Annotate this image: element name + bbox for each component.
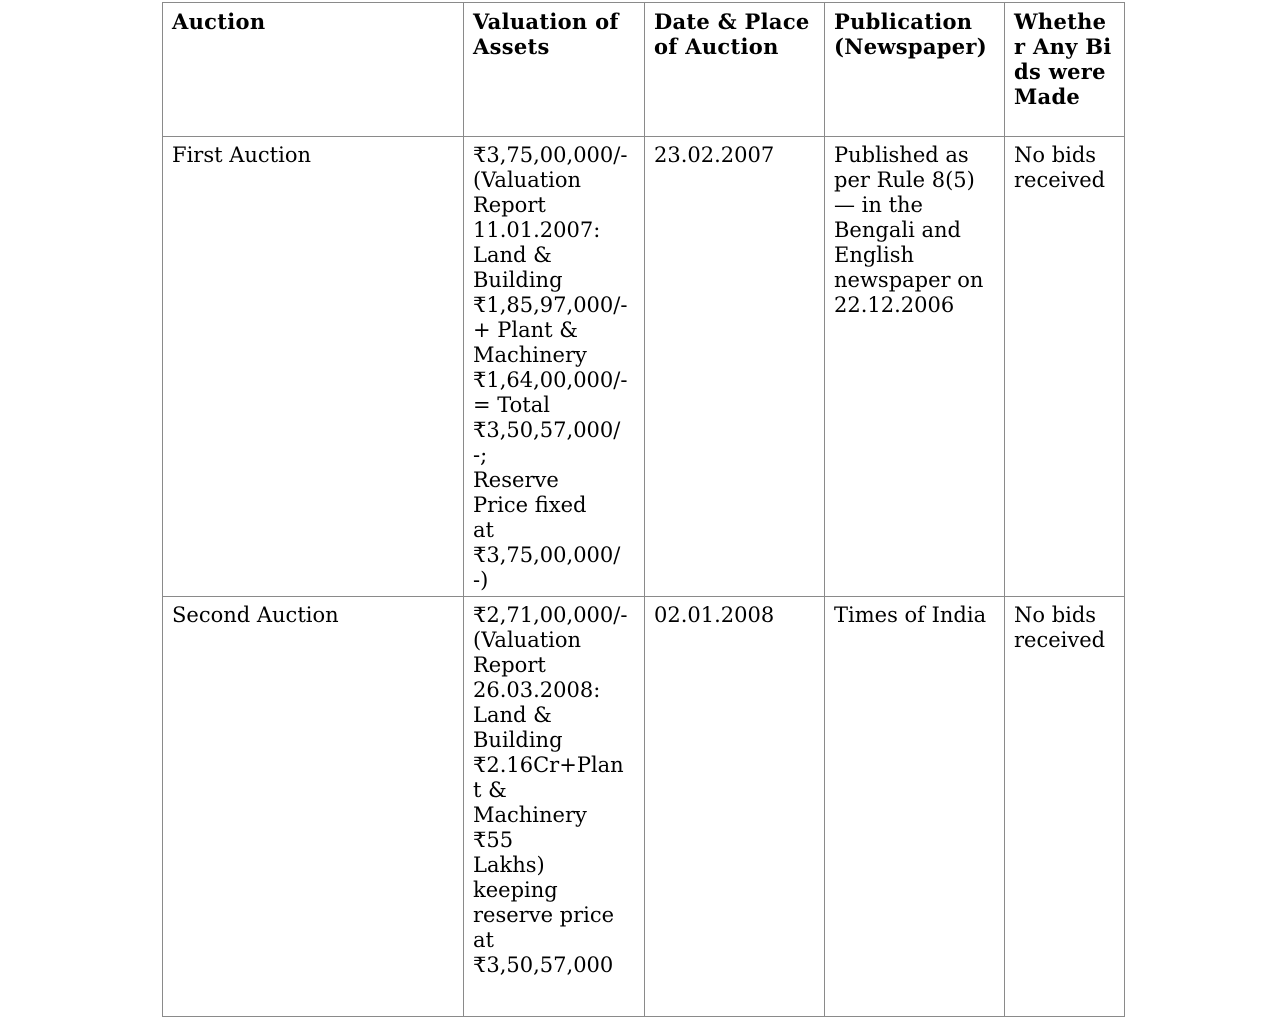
cell-line: No bids [1014,603,1097,627]
cell-line: ₹3,50,57,000 [473,953,614,977]
cell-line: ₹2.16Cr+Plan [473,753,624,777]
cell-line: ₹1,64,00,000/- [473,368,628,392]
cell-bids [1005,597,1125,1017]
cell-line: 11.01.2007: [473,218,601,242]
cell-line: (Valuation [473,628,582,652]
cell-date-place: 23.02.2007 [645,137,825,597]
cell-line: Report [473,653,546,677]
header-bids: Whether Any Bids were Made [1005,3,1125,137]
header-publication: Publication (Newspaper) [825,3,1005,137]
cell-line: Building [473,268,563,292]
cell-valuation [464,597,645,1017]
cell-line: at [473,928,494,952]
cell-line: (Valuation [473,168,582,192]
cell-line: No bids [1014,143,1097,167]
cell-line: English [834,243,915,267]
table-row [163,137,1125,597]
cell-line: ₹1,85,97,000/- [473,293,628,317]
cell-line: keeping [473,878,558,902]
cell-line: -; [473,443,488,467]
cell-line: Bengali and [834,218,961,242]
cell-line: Published as [834,143,969,167]
cell-line: Building [473,728,563,752]
cell-line: = Total [473,393,550,417]
cell-line: ₹2,71,00,000/- [473,603,628,627]
cell-line: t & [473,778,507,802]
cell-line: + Plant & [473,318,578,342]
header-valuation-text: Valuation of Assets [473,9,619,59]
cell-line: Times of India [834,603,987,627]
cell-line: ₹55 [473,828,514,852]
cell-line: Report [473,193,546,217]
table-header-row [163,3,1125,137]
table-row [163,597,1125,1017]
cell-line: received [1014,628,1106,652]
cell-line: ₹3,75,00,000/ [473,543,621,567]
cell-line: Land & [473,243,552,267]
cell-date-place: 02.01.2008 [645,597,825,1017]
cell-line: Lakhs) [473,853,545,877]
cell-publication [825,137,1005,597]
header-valuation [464,3,645,137]
cell-auction: Second Auction [163,597,464,1017]
cell-line: Price fixed [473,493,587,517]
cell-line: reserve price [473,903,615,927]
cell-line: per Rule 8(5) [834,168,975,192]
header-auction: Auction [163,3,464,137]
cell-bids [1005,137,1125,597]
cell-line: ₹3,75,00,000/- [473,143,628,167]
cell-line: Land & [473,703,552,727]
cell-line: Reserve [473,468,559,492]
header-date-place: Date & Place of Auction [645,3,825,137]
cell-auction: First Auction [163,137,464,597]
cell-line: received [1014,168,1106,192]
cell-line: — in the [834,193,923,217]
cell-publication [825,597,1005,1017]
cell-line: -) [473,568,489,592]
cell-line: 26.03.2008: [473,678,601,702]
cell-line: ₹3,50,57,000/ [473,418,621,442]
cell-line: Machinery [473,343,587,367]
cell-line: at [473,518,494,542]
cell-line: newspaper on [834,268,984,292]
cell-line: 22.12.2006 [834,293,955,317]
cell-valuation [464,137,645,597]
auction-table [162,2,1125,1017]
cell-line: Machinery [473,803,587,827]
